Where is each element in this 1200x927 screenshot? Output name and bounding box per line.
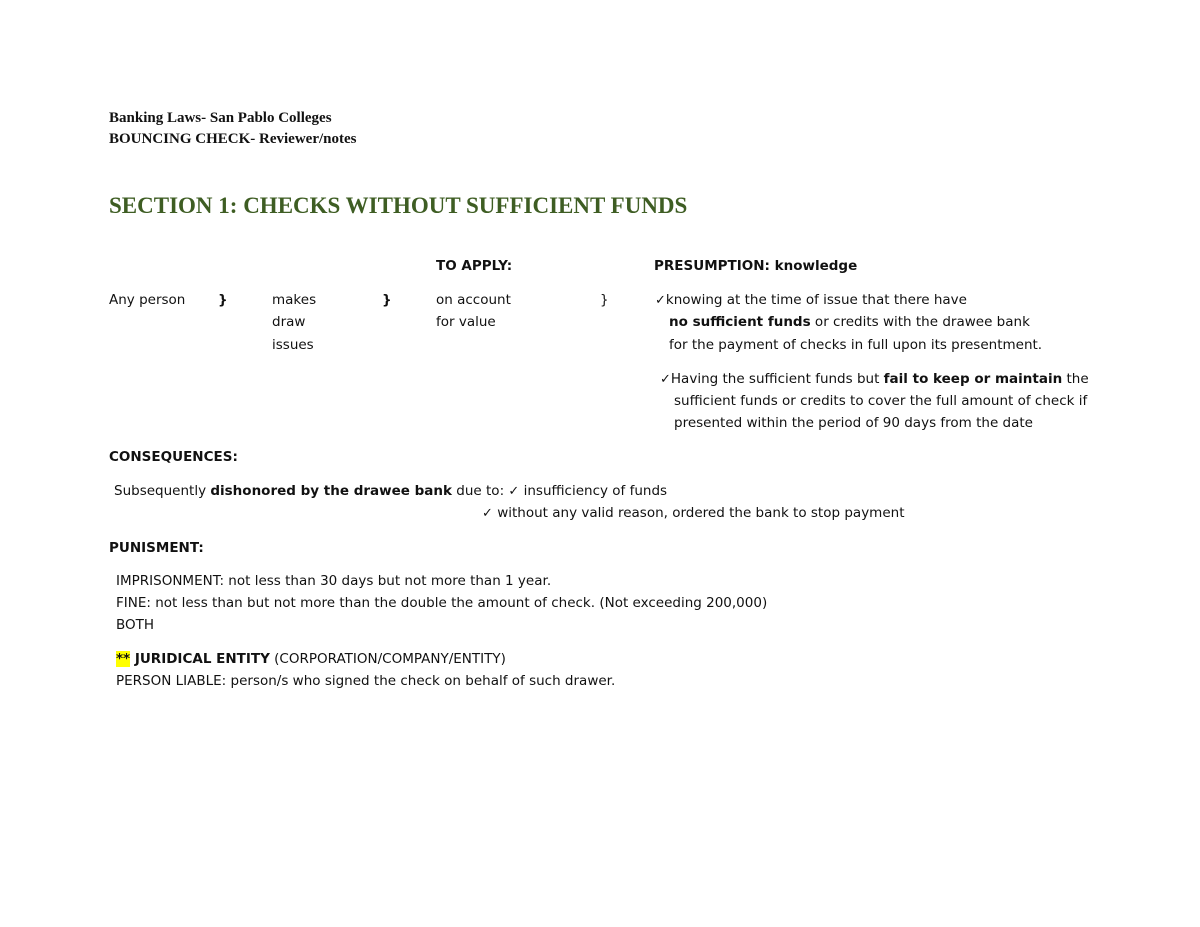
imprisonment-line: IMPRISONMENT: not less than 30 days but not more than 1 year. <box>116 573 552 589</box>
due-to-text: due to: <box>452 483 509 499</box>
presumption-item-2-line-2: sufficient funds or credits to cover the full amount of check if <box>674 393 1088 409</box>
subtitle-text: BOUNCING CHECK- Reviewer/notes <box>109 131 357 147</box>
fine-line: FINE: not less than but not more than the double the amount of check. (Not exceeding 200,000) <box>116 595 768 611</box>
juridical-entity-line <box>116 648 506 670</box>
act-draw: draw <box>272 314 306 330</box>
reason-insufficiency: insufficiency of funds <box>519 483 668 499</box>
highlight-marker: ** <box>116 651 131 667</box>
presumption-item-1-text: knowing at the time of issue that there have <box>665 292 967 308</box>
presumption-item-2-line-1 <box>660 368 1089 391</box>
person-liable-line: PERSON LIABLE: person/s who signed the check on behalf of such drawer. <box>116 673 616 689</box>
consequences-heading: CONSEQUENCES: <box>109 449 238 465</box>
purpose-value: for value <box>436 314 496 330</box>
no-sufficient-funds-text: no sufficient funds <box>669 314 811 330</box>
purpose-account: on account <box>436 292 511 308</box>
act-makes: makes <box>272 292 317 308</box>
having-funds-text: Having the sufficient funds but <box>670 371 884 387</box>
reason-stop-payment: without any valid reason, ordered the bank to stop payment <box>492 505 905 521</box>
consequences-line-2 <box>482 502 905 525</box>
checkmark-icon: ✓ <box>482 506 493 521</box>
to-apply-heading: TO APPLY: <box>436 258 513 274</box>
document-subtitle <box>109 131 356 148</box>
the-text: the <box>1062 371 1089 387</box>
brace-2: } <box>382 292 392 308</box>
presumption-item-1-line-1 <box>655 289 967 312</box>
checkmark-icon: ✓ <box>660 372 671 387</box>
consequences-line <box>114 480 667 503</box>
document-title: Banking Laws- San Pablo Colleges <box>109 110 332 126</box>
brace-3: } <box>600 292 609 308</box>
presumption-item-1-line-2 <box>669 311 1030 333</box>
presumption-item-1-line-3: for the payment of checks in full upon its presentment. <box>669 337 1043 353</box>
section-title: SECTION 1: CHECKS WITHOUT SUFFICIENT FUNDS <box>109 193 688 218</box>
punishment-heading: PUNISMENT: <box>109 540 204 556</box>
dishonored-text: dishonored by the drawee bank <box>210 483 452 499</box>
subject-label: Any person <box>109 292 186 308</box>
juridical-entity-label: JURIDICAL ENTITY <box>130 651 270 667</box>
fail-to-keep-text: fail to keep or maintain <box>883 371 1063 387</box>
presumption-heading: PRESUMPTION: knowledge <box>654 258 858 274</box>
juridical-entity-types: (CORPORATION/COMPANY/ENTITY) <box>269 651 506 667</box>
presumption-item-2-line-3: presented within the period of 90 days from the date <box>674 415 1033 431</box>
drawee-bank-text: or credits with the drawee bank <box>810 314 1030 330</box>
checkmark-icon: ✓ <box>655 293 666 308</box>
both-line: BOTH <box>116 617 155 633</box>
subsequently-text: Subsequently <box>114 483 211 499</box>
act-issues: issues <box>272 337 314 353</box>
checkmark-icon: ✓ <box>508 484 520 499</box>
brace-1: } <box>218 292 228 308</box>
